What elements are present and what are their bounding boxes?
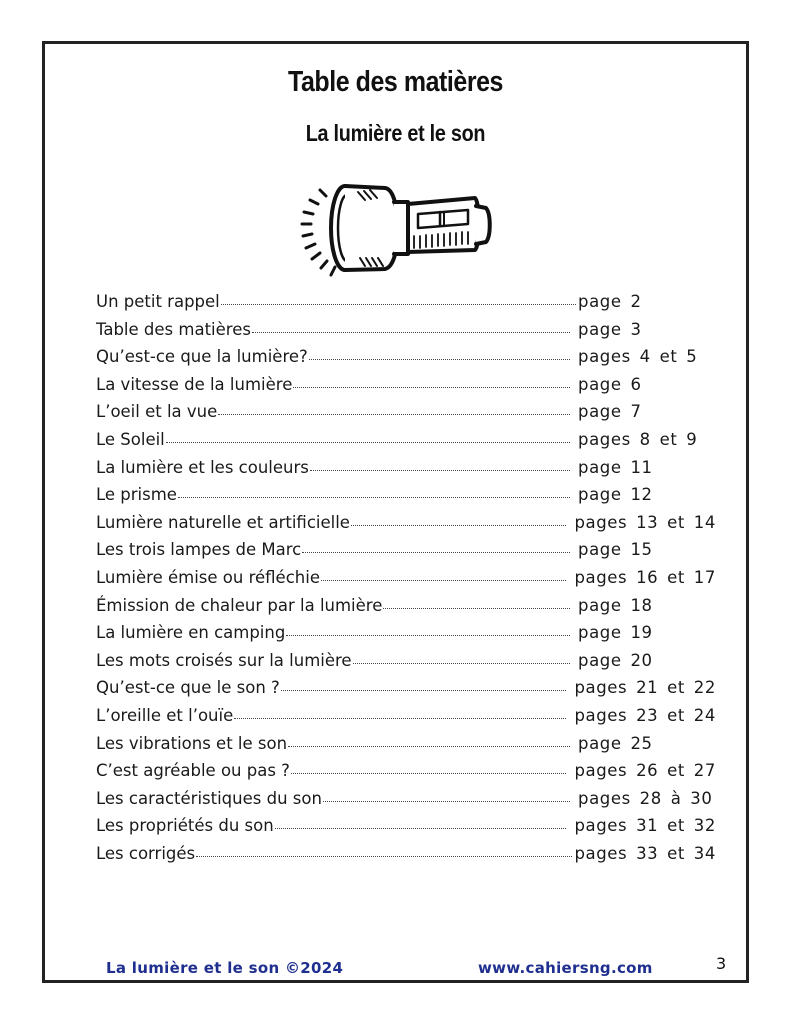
dot-leader (288, 732, 570, 749)
toc-entry[interactable] (96, 509, 716, 537)
dot-leader (281, 677, 567, 694)
dot-leader (353, 649, 570, 666)
toc-entry[interactable] (96, 316, 716, 344)
toc-entry[interactable] (96, 454, 716, 482)
page-title: Table des matières (288, 66, 503, 98)
toc-entry-page: page 11 (578, 457, 653, 477)
toc-entry-page: pages 31 et 32 (574, 816, 716, 836)
page-subtitle: La lumière et le son (305, 120, 486, 146)
toc-entry-title: Qu’est-ce que la lumière? (96, 347, 308, 367)
footer-website-link[interactable]: www.cahiersng.com (478, 959, 653, 977)
toc-entry-page: page 19 (578, 623, 653, 643)
dot-leader (166, 428, 570, 445)
toc-entry-page: page 15 (578, 540, 653, 560)
dot-leader (196, 842, 572, 859)
toc-entry-title: L’oreille et l’ouïe (96, 705, 234, 725)
toc-entry-title: Le Soleil (96, 429, 165, 449)
dot-leader (293, 373, 570, 390)
toc-entry[interactable] (96, 674, 716, 702)
toc-entry[interactable] (96, 730, 716, 758)
flashlight-icon (290, 172, 500, 282)
toc-entry[interactable] (96, 812, 716, 840)
footer-copyright: La lumière et le son ©2024 (106, 959, 344, 977)
toc-entry-page: page 20 (578, 650, 653, 670)
page-number: 3 (716, 954, 727, 973)
toc-entry[interactable] (96, 481, 716, 509)
dot-leader (178, 484, 570, 501)
toc-entry[interactable] (96, 647, 716, 675)
toc-entry-page: pages 21 et 22 (574, 678, 716, 698)
toc-entry[interactable] (96, 619, 716, 647)
toc-entry-title: Les propriétés du son (96, 816, 274, 836)
toc-entry-page: page 18 (578, 595, 653, 615)
dot-leader (383, 594, 570, 611)
toc-entry-page: pages 16 et 17 (574, 567, 716, 587)
toc-entry-title: Émission de chaleur par la lumière (96, 595, 383, 615)
toc-entry-title: Lumière naturelle et artificielle (96, 512, 350, 532)
toc-entry-title: Le prisme (96, 485, 177, 505)
toc-entry-title: Les caractéristiques du son (96, 788, 322, 808)
dot-leader (351, 511, 566, 528)
toc-entry-title: C’est agréable ou pas ? (96, 761, 290, 781)
toc-entry-page: pages 33 et 34 (574, 843, 716, 863)
toc-entry-page: pages 26 et 27 (574, 761, 716, 781)
dot-leader (221, 291, 576, 308)
toc-entry-title: Les corrigés (96, 843, 196, 863)
toc-entry[interactable] (96, 426, 716, 454)
dot-leader (275, 815, 567, 832)
toc-entry[interactable] (96, 371, 716, 399)
toc-entry-title: Lumière émise ou réfléchie (96, 567, 320, 587)
toc-entry[interactable] (96, 757, 716, 785)
dot-leader (218, 401, 570, 418)
dot-leader (291, 760, 567, 777)
page-frame (42, 41, 749, 983)
toc-entry[interactable] (96, 785, 716, 813)
dot-leader (321, 566, 566, 583)
toc-entry-page: pages 28 à 30 (578, 788, 713, 808)
toc-entry[interactable] (96, 592, 716, 620)
toc-entry-title: Qu’est-ce que le son ? (96, 678, 280, 698)
toc-entry-page: page 3 (578, 319, 642, 339)
toc-entry-title: Les trois lampes de Marc (96, 540, 302, 560)
toc-entry-title: La vitesse de la lumière (96, 374, 293, 394)
toc-entry-title: Les mots croisés sur la lumière (96, 650, 352, 670)
toc-entry-page: pages 13 et 14 (574, 512, 716, 532)
dot-leader (323, 787, 570, 804)
table-of-contents (96, 288, 716, 867)
dot-leader (310, 456, 570, 473)
dot-leader (302, 539, 570, 556)
toc-entry-page: page 6 (578, 374, 642, 394)
toc-entry[interactable] (96, 702, 716, 730)
dot-leader (252, 318, 570, 335)
toc-entry[interactable] (96, 343, 716, 371)
toc-entry[interactable] (96, 288, 716, 316)
toc-entry-page: page 7 (578, 402, 642, 422)
toc-entry[interactable] (96, 564, 716, 592)
dot-leader (234, 704, 566, 721)
toc-entry-title: Les vibrations et le son (96, 733, 288, 753)
dot-leader (286, 622, 570, 639)
toc-entry-title: L’oeil et la vue (96, 402, 218, 422)
toc-entry-page: page 12 (578, 485, 653, 505)
toc-entry-page: page 2 (578, 292, 642, 311)
toc-entry-page: page 25 (578, 733, 653, 753)
toc-entry-title: La lumière en camping (96, 623, 286, 643)
dot-leader (309, 346, 570, 363)
toc-entry-title: Table des matières (96, 319, 251, 339)
toc-entry-title: La lumière et les couleurs (96, 457, 309, 477)
toc-entry[interactable] (96, 536, 716, 564)
toc-entry-page: pages 8 et 9 (578, 429, 698, 449)
toc-entry-page: pages 23 et 24 (574, 705, 716, 725)
toc-entry-title: Un petit rappel (96, 292, 220, 311)
toc-entry[interactable] (96, 840, 716, 868)
toc-entry[interactable] (96, 398, 716, 426)
toc-entry-page: pages 4 et 5 (578, 347, 698, 367)
